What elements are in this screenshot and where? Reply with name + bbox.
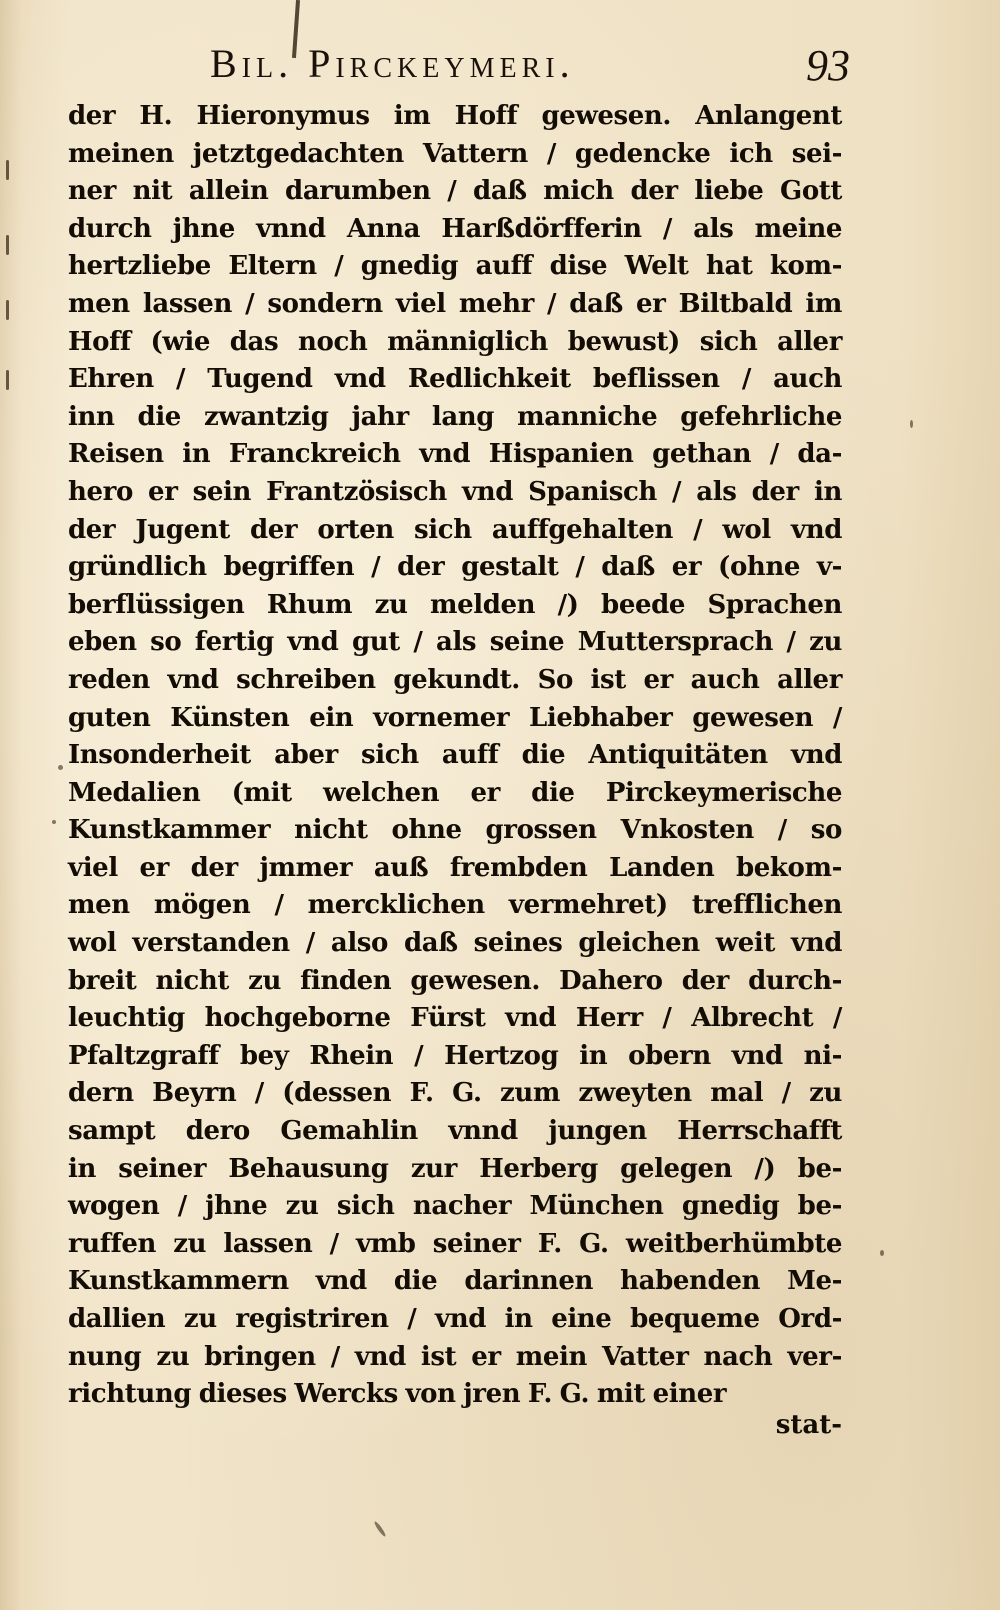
- page-number: 93: [806, 41, 850, 90]
- text-line: der H. Hieronymus im Hoff gewesen. Anlangent: [68, 101, 842, 131]
- paper-speck: [910, 420, 913, 428]
- text-line: viel er der jmmer auß frembden Landen bekom-: [68, 852, 842, 883]
- body-text: [68, 98, 842, 1414]
- text-line: Insonderheit aber sich auff die Antiquitäten vnd: [68, 740, 842, 771]
- text-line: nung zu bringen / vnd ist er mein Vatter nach ver-: [68, 1341, 842, 1372]
- text-line: dern Beyrn / (dessen F. G. zum zweyten mal / zu: [68, 1078, 842, 1109]
- ink-mark: [373, 1520, 387, 1537]
- text-line: breit nicht zu finden gewesen. Dahero der durch-: [68, 965, 842, 996]
- text-line: Reisen in Franckreich vnd Hispanien gethan / da-: [68, 439, 842, 470]
- text-line: ruffen zu lassen / vmb seiner F. G. weitberhümbte: [68, 1228, 842, 1259]
- text-line: durch jhne vnnd Anna Harßdörfferin / als meine: [68, 213, 842, 244]
- paper-speck: [58, 765, 63, 770]
- text-line: richtung dieses Wercks von jren F. G. mit einer: [68, 1379, 727, 1410]
- text-line: Hoff (wie das noch männiglich bewust) sich aller: [68, 326, 842, 357]
- text-line: meinen jetztgedachten Vattern / gedencke ich sei-: [68, 138, 842, 169]
- text-line: Kunstkammern vnd die darinnen habenden Me-: [68, 1266, 842, 1297]
- paper-speck: [52, 820, 56, 824]
- text-line: wogen / jhne zu sich nacher München gnedig be-: [68, 1191, 842, 1222]
- gutter-mark: [6, 300, 9, 320]
- text-line: reden vnd schreiben gekundt. So ist er auch aller: [68, 664, 842, 695]
- text-line: hertzliebe Eltern / gnedig auff dise Welt hat kom-: [68, 251, 842, 282]
- text-line: Pfaltzgraff bey Rhein / Hertzog in obern vnd ni-: [68, 1040, 842, 1071]
- text-line: eben so fertig vnd gut / als seine Muttersprach / zu: [68, 627, 842, 658]
- page-header: [210, 40, 850, 100]
- text-line: leuchtig hochgeborne Fürst vnd Herr / Albrecht /: [68, 1003, 842, 1034]
- text-line: Kunstkammer nicht ohne grossen Vnkosten / so: [68, 815, 842, 846]
- text-line: wol verstanden / also daß seines gleichen weit vnd: [68, 928, 842, 959]
- text-line: der Jugent der orten sich auffgehalten / wol vnd: [68, 514, 842, 545]
- text-line: men lassen / sondern viel mehr / daß er Biltbald im: [68, 288, 842, 319]
- gutter-mark: [6, 235, 9, 255]
- text-line: men mögen / mercklichen vermehret) trefflichen: [68, 890, 842, 921]
- running-head: Bil. Pirckeymeri.: [210, 41, 575, 86]
- text-line: sampt dero Gemahlin vnnd jungen Herrschafft: [68, 1116, 842, 1147]
- text-line: hero er sein Frantzösisch vnd Spanisch / als der in: [68, 476, 842, 507]
- text-line: dallien zu registriren / vnd in eine bequeme Ord-: [68, 1304, 842, 1334]
- text-line: Ehren / Tugend vnd Redlichkeit beflissen / auch: [68, 364, 842, 395]
- text-line: Medalien (mit welchen er die Pirckeymerische: [68, 777, 842, 808]
- gutter-mark: [6, 370, 9, 390]
- paper-speck: [880, 1250, 884, 1256]
- text-line: guten Künsten ein vornemer Liebhaber gewesen /: [68, 702, 842, 733]
- text-line: ner nit allein darumben / daß mich der liebe Gott: [68, 176, 842, 207]
- gutter-mark: [6, 160, 9, 180]
- text-line: gründlich begriffen / der gestalt / daß er (ohne v-: [68, 552, 842, 583]
- text-line: inn die zwantzig jahr lang manniche gefehrliche: [68, 401, 842, 432]
- text-line: in seiner Behausung zur Herberg gelegen /) be-: [68, 1153, 842, 1184]
- text-line: berflüssigen Rhum zu melden /) beede Sprachen: [68, 589, 842, 620]
- catchword: stat-: [775, 1410, 842, 1440]
